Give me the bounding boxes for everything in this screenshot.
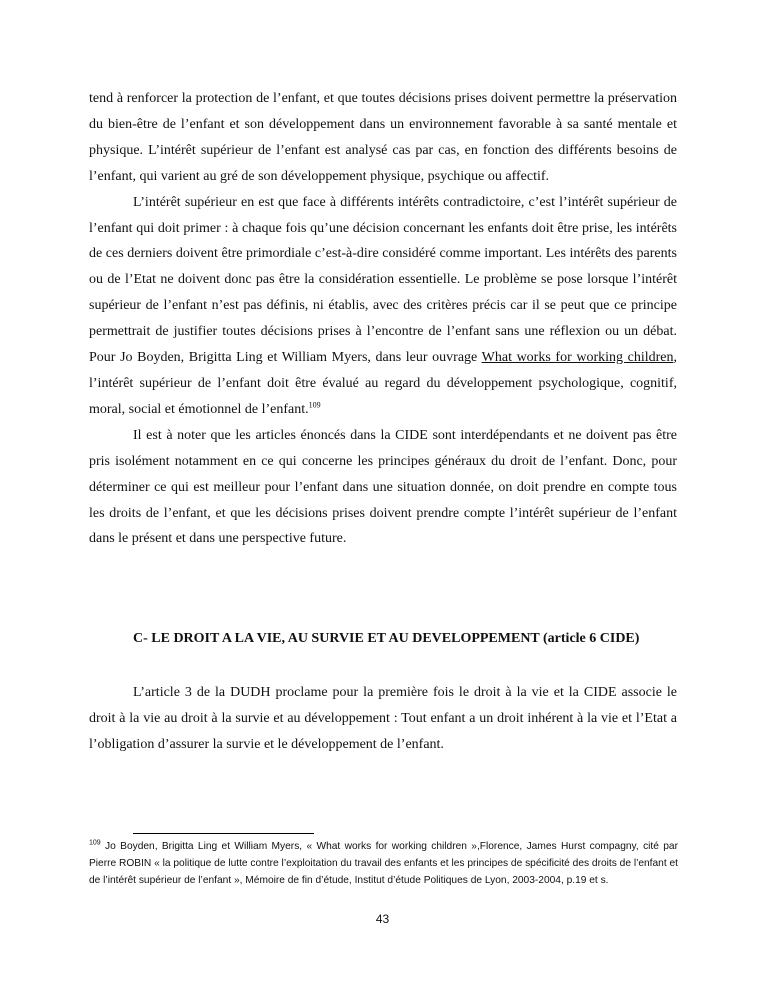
paragraph-2-text-a: L’intérêt supérieur en est que face à différents intérêts contradictoire, c’est l’intérêt supérieur de l’enfant qui doit primer : à chaque fois qu’une décision concernant les enfants doit être prise, les intérêts de ces derniers doivent être primordiale c’est-à-dire considéré comme important. Les intérêts des parents ou de l’Etat ne doivent donc pas être la considération essentielle. Le problème se pose lorsque l’intérêt supérieur de l’enfant n’est pas définis, ni établis, avec des critères précis car il se peut que ce principe permettrait de justifier toutes décisions prises à l’encontre de l’enfant sans une réflexion ou un débat. Pour Jo Boyden, Brigitta Ling et William Myers, dans leur ouvrage [89, 194, 677, 366]
paragraph-4: L’article 3 de la DUDH proclame pour la première fois le droit à la vie et la CIDE associe le droit à la vie au droit à la survie et au développement : Tout enfant a un droit inhérent à la vie et l’Etat a l’obligation d’assurer la survie et le développement de l’enfant. [89, 685, 677, 752]
footnote [89, 838, 678, 889]
book-title: What works for working children [481, 350, 674, 366]
paragraph-3: Il est à noter que les articles énoncés dans la CIDE sont interdépendants et ne doivent pas être pris isolément notamment en ce qui concerne les principes généraux du droit de l’enfant. Donc, pour déterminer ce qui est meilleur pour l’enfant dans une situation donnée, on doit prendre en compte tous les droits de l’enfant, et que les décisions prises doivent prendre compte l’intérêt supérieur de l’enfant dans le présent et dans une perspective future. [89, 427, 677, 547]
footnote-number: 109 [89, 839, 101, 847]
paragraph-2-text-b: , l’intérêt supérieur de l’enfant doit être évalué au regard du développement psychologique, cognitif, moral, social et émotionnel de l’enfant. [89, 350, 677, 417]
paragraph-4-block [89, 680, 677, 758]
section-heading: C- LE DROIT A LA VIE, AU SURVIE ET AU DEVELOPPEMENT (article 6 CIDE) [133, 631, 640, 646]
body-text [89, 86, 677, 552]
page-number: 43 [375, 912, 390, 926]
footnote-separator [133, 833, 314, 834]
paragraph-1: tend à renforcer la protection de l’enfant, et que toutes décisions prises doivent permettre la préservation du bien-être de l’enfant et son développement dans un environnement favorable à sa santé mentale et physique. L’intérêt supérieur de l’enfant est analysé cas par cas, en fonction des différents besoins de l’enfant, qui varient au gré de son développement physique, psychique ou affectif. [89, 91, 677, 184]
footnote-text: Jo Boyden, Brigitta Ling et William Myers, « What works for working children »,Florence, James Hurst compagny, cité par Pierre ROBIN « la politique de lutte contre l’exploitation du travail des enfants et les principes de spécificité des droits de l’enfant et de l’intérêt supérieur de l’enfant », Mémoire de fin d’étude, Institut d’étude Politiques de Lyon, 2003-2004, p.19 et s. [89, 841, 678, 886]
footnote-reference[interactable]: 109 [308, 400, 321, 410]
paragraph-2 [89, 190, 677, 423]
